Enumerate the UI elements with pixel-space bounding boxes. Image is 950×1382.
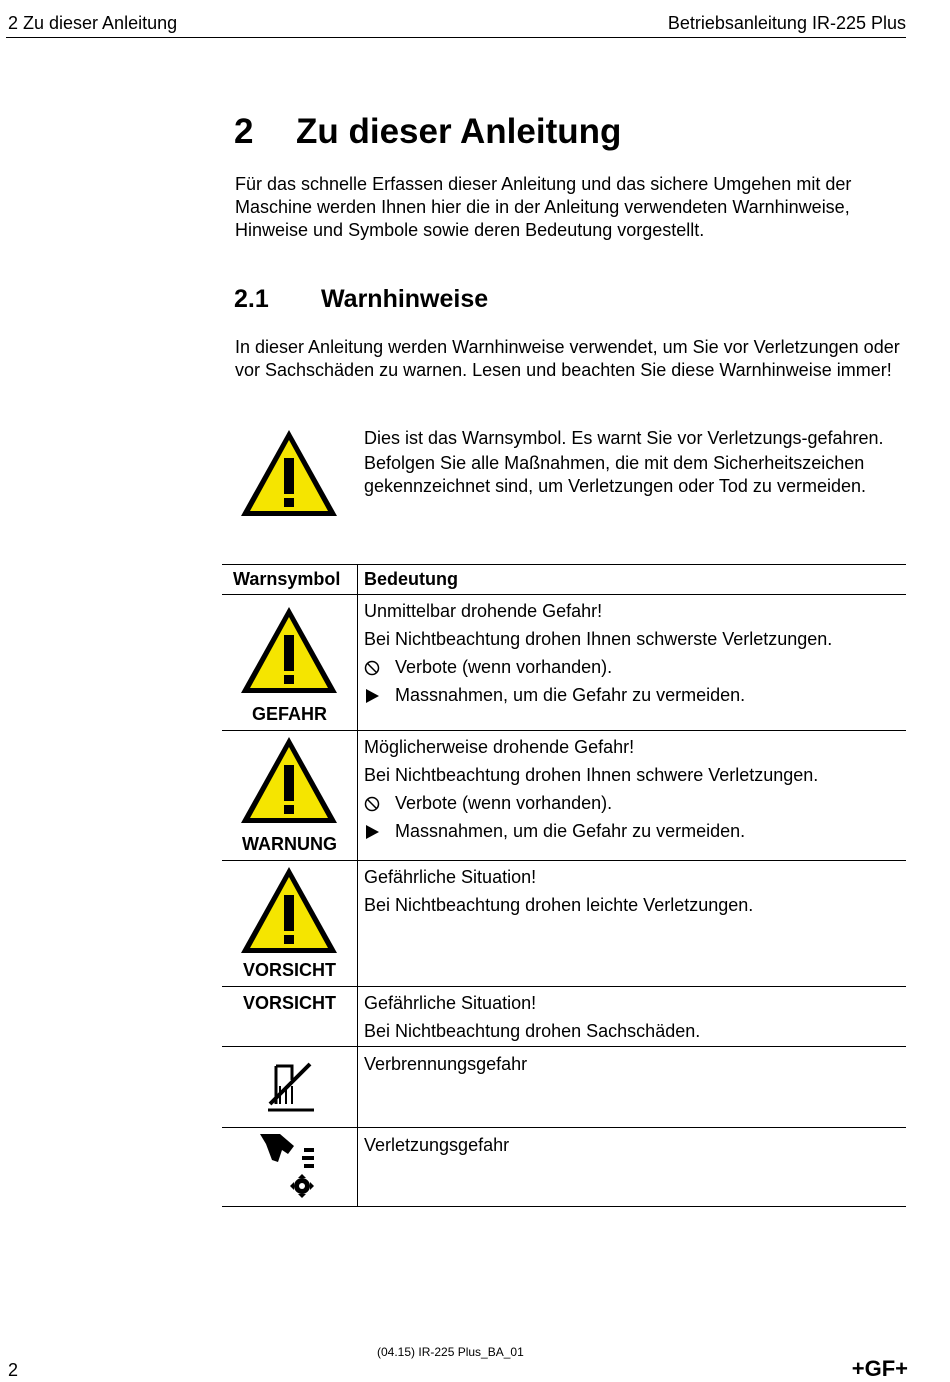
- warning-triangle-icon: [239, 865, 339, 955]
- running-header-chapter: 2 Zu dieser Anleitung: [8, 13, 178, 33]
- row-description-property-damage: [364, 989, 904, 1045]
- chapter-intro: Für das schnelle Erfassen dieser Anleitung und das sichere Umgehen mit der Maschine werden Ihnen hier die in der Anleitung verwendeten Warnhinweise, Hinweise und Symbole sowie deren Bedeutung vorgestellt.: [235, 174, 852, 240]
- description-line: Bei Nichtbeachtung drohen Ihnen schwere Verletzungen.: [364, 765, 819, 785]
- description-line: Bei Nichtbeachtung drohen Ihnen schwerste Verletzungen.: [364, 629, 833, 649]
- description-line: Bei Nichtbeachtung drohen Sachschäden.: [364, 1021, 701, 1041]
- signal-word-gefahr: GEFAHR: [251, 704, 327, 724]
- prohibition-item: [364, 789, 904, 817]
- description-line: Verletzungsgefahr: [364, 1135, 510, 1155]
- section-intro: In dieser Anleitung werden Warnhinweise verwendet, um Sie vor Verletzungen oder vor Sachschäden zu warnen. Lesen und beachten Sie diese Warnhinweise immer!: [235, 337, 900, 380]
- measure-item: [364, 817, 904, 845]
- header-rule: [6, 37, 906, 38]
- table-row-divider: [222, 860, 906, 861]
- description-line: Gefährliche Situation!: [364, 993, 537, 1013]
- row-description-gefahr: [364, 597, 904, 709]
- column-header-symbol: Warnsymbol: [233, 569, 341, 589]
- table-bottom-rule: [222, 1206, 906, 1207]
- row-description-burn: [364, 1050, 904, 1078]
- warning-symbol-note-line1: Dies ist das Warnsymbol. Es warnt Sie vor Verletzungs-gefahren.: [364, 428, 884, 448]
- table-row-divider: [222, 1046, 906, 1047]
- document-reference: (04.15) IR-225 Plus_BA_01: [377, 1345, 524, 1359]
- warning-symbol-note: [364, 427, 904, 500]
- description-line: Bei Nichtbeachtung drohen leichte Verletzungen.: [364, 895, 754, 915]
- table-row-divider: [222, 730, 906, 731]
- running-header-title: Betriebsanleitung IR-225 Plus: [667, 13, 906, 33]
- warning-triangle-icon: [239, 428, 339, 518]
- arrow-right-icon: [364, 688, 380, 704]
- prohibition-icon: [364, 796, 380, 812]
- table-row-divider: [222, 986, 906, 987]
- crush-hazard-icon: [258, 1132, 324, 1202]
- section-heading: [234, 285, 488, 314]
- warning-symbol-note-line2: Befolgen Sie alle Maßnahmen, die mit dem Sicherheitszeichen gekennzeichnet sind, um Verletzungen oder Tod zu vermeiden.: [364, 453, 866, 496]
- table-column-divider: [357, 564, 358, 1206]
- gf-logo: +GF+: [851, 1356, 908, 1381]
- warning-triangle-icon: [239, 605, 339, 695]
- prohibition-text: Verbote (wenn vorhanden).: [395, 657, 613, 677]
- chapter-number: 2: [234, 112, 254, 151]
- page-number: 2: [8, 1360, 19, 1380]
- description-line: Gefährliche Situation!: [364, 867, 537, 887]
- row-description-vorsicht: [364, 863, 904, 919]
- arrow-right-icon: [364, 824, 380, 840]
- table-row-divider: [222, 1127, 906, 1128]
- description-line: Unmittelbar drohende Gefahr!: [364, 601, 603, 621]
- signal-word-vorsicht-property: VORSICHT: [242, 993, 336, 1013]
- prohibition-icon: [364, 660, 380, 676]
- section-title: Warnhinweise: [321, 285, 489, 313]
- chapter-heading: [234, 112, 621, 152]
- warning-triangle-icon: [239, 735, 339, 825]
- measure-text: Massnahmen, um die Gefahr zu vermeiden.: [395, 685, 746, 705]
- table-top-rule: [222, 564, 906, 565]
- chapter-title: Zu dieser Anleitung: [296, 112, 622, 151]
- row-description-injury: [364, 1131, 904, 1159]
- hot-surface-icon: [266, 1060, 316, 1114]
- prohibition-item: [364, 653, 904, 681]
- column-header-meaning: Bedeutung: [364, 569, 458, 589]
- section-number: 2.1: [234, 285, 269, 313]
- measure-text: Massnahmen, um die Gefahr zu vermeiden.: [395, 821, 746, 841]
- description-line: Verbrennungsgefahr: [364, 1054, 528, 1074]
- table-header-rule: [222, 594, 906, 595]
- description-line: Möglicherweise drohende Gefahr!: [364, 737, 635, 757]
- measure-item: [364, 681, 904, 709]
- prohibition-text: Verbote (wenn vorhanden).: [395, 793, 613, 813]
- row-description-warnung: [364, 733, 904, 845]
- signal-word-warnung: WARNUNG: [242, 834, 337, 854]
- signal-word-vorsicht: VORSICHT: [242, 960, 336, 980]
